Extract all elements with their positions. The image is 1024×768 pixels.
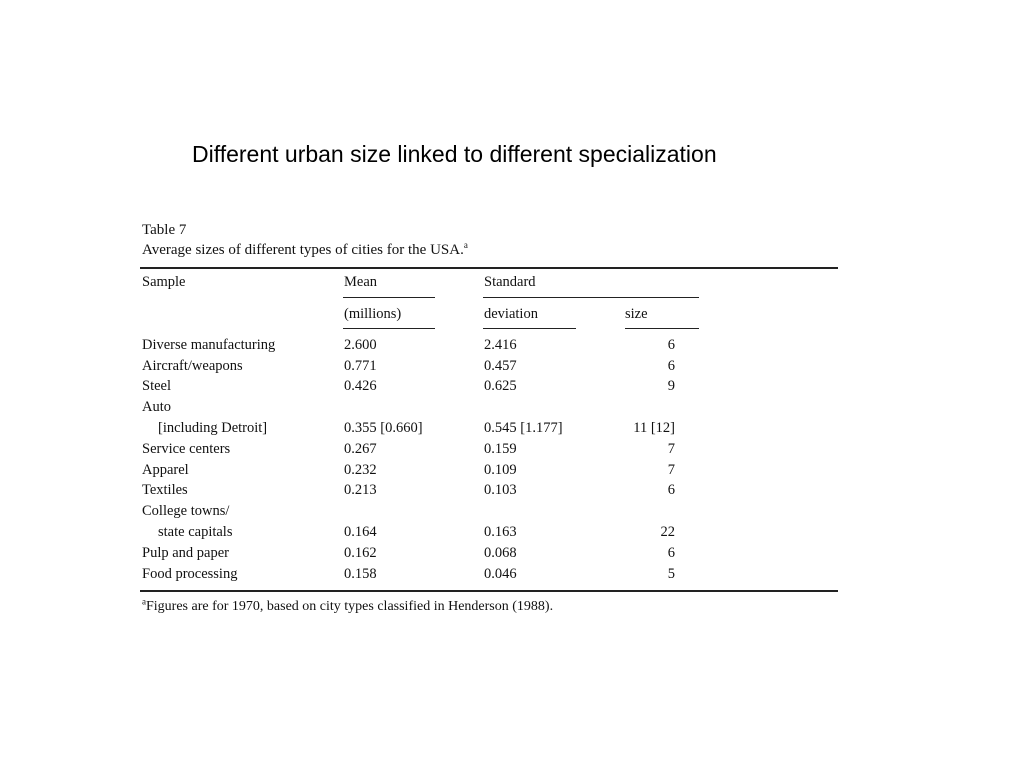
- row-sample: Auto: [142, 399, 171, 415]
- row-sample: Steel: [142, 378, 171, 394]
- row-mean: 0.355 [0.660]: [344, 420, 423, 436]
- row-mean: 0.164: [344, 524, 377, 540]
- header-deviation: deviation: [484, 306, 538, 322]
- row-size: 7: [667, 441, 675, 457]
- row-size: 5: [667, 566, 675, 582]
- row-sample: state capitals: [158, 524, 233, 540]
- table-footnote: $^a$Figures are for 1970, based on city types classified in Henderson (1988).: [142, 596, 554, 614]
- row-size: 11 [12]: [633, 420, 675, 436]
- row-mean: 0.267: [344, 441, 377, 457]
- row-sd: 0.625: [484, 378, 517, 394]
- header-mean: Mean: [344, 274, 378, 290]
- caption-footnote-mark: a: [463, 240, 468, 250]
- size-rule: [625, 328, 699, 329]
- row-sample: Pulp and paper: [142, 545, 229, 561]
- row-sd: 2.416: [484, 337, 517, 353]
- header-size: size: [625, 306, 648, 322]
- row-size: 6: [667, 337, 675, 353]
- row-sd: 0.163: [484, 524, 517, 540]
- row-sd: 0.046: [484, 566, 517, 582]
- row-sample: Textiles: [142, 482, 188, 498]
- row-mean: 0.158: [344, 566, 377, 582]
- row-mean: 0.213: [344, 482, 377, 498]
- row-size: 6: [667, 358, 675, 374]
- row-sd: 0.159: [484, 441, 517, 457]
- millions-rule: [343, 328, 435, 329]
- row-mean: 0.426: [344, 378, 377, 394]
- row-size: 7: [667, 462, 675, 478]
- row-sample: [including Detroit]: [158, 420, 268, 436]
- row-size: 6: [667, 482, 675, 498]
- row-sample: Diverse manufacturing: [142, 337, 276, 353]
- slide-title: Different urban size linked to different specialization: [192, 141, 717, 167]
- row-size: 9: [667, 378, 675, 394]
- top-rule: [140, 267, 838, 269]
- sd-header-rule: [483, 297, 699, 298]
- row-sd: 0.545 [1.177]: [484, 420, 563, 436]
- row-sample: College towns/: [142, 503, 230, 519]
- row-sd: 0.109: [484, 462, 517, 478]
- table-label: Table 7: [142, 222, 187, 238]
- row-mean: 0.232: [344, 462, 377, 478]
- footnote-mark: a: [142, 596, 146, 607]
- row-sd: 0.103: [484, 482, 517, 498]
- header-standard: Standard: [484, 274, 536, 290]
- row-mean: 0.162: [344, 545, 377, 561]
- header-millions: (millions): [344, 306, 402, 322]
- row-sample: Apparel: [142, 462, 189, 478]
- row-sd: 0.457: [484, 358, 517, 374]
- row-size: 22: [660, 524, 675, 540]
- row-sd: 0.068: [484, 545, 517, 561]
- bottom-rule: [140, 590, 838, 592]
- row-size: 6: [667, 545, 675, 561]
- row-sample: Aircraft/weapons: [142, 358, 243, 374]
- row-sample: Service centers: [142, 441, 231, 457]
- deviation-rule: [483, 328, 576, 329]
- row-sample: Food processing: [142, 566, 238, 582]
- mean-header-rule: [343, 297, 435, 298]
- row-mean: 0.771: [344, 358, 377, 374]
- header-sample: Sample: [142, 274, 186, 290]
- row-mean: 2.600: [344, 337, 377, 353]
- table-caption: Average sizes of different types of cities for the USA.$^a$: [142, 240, 468, 258]
